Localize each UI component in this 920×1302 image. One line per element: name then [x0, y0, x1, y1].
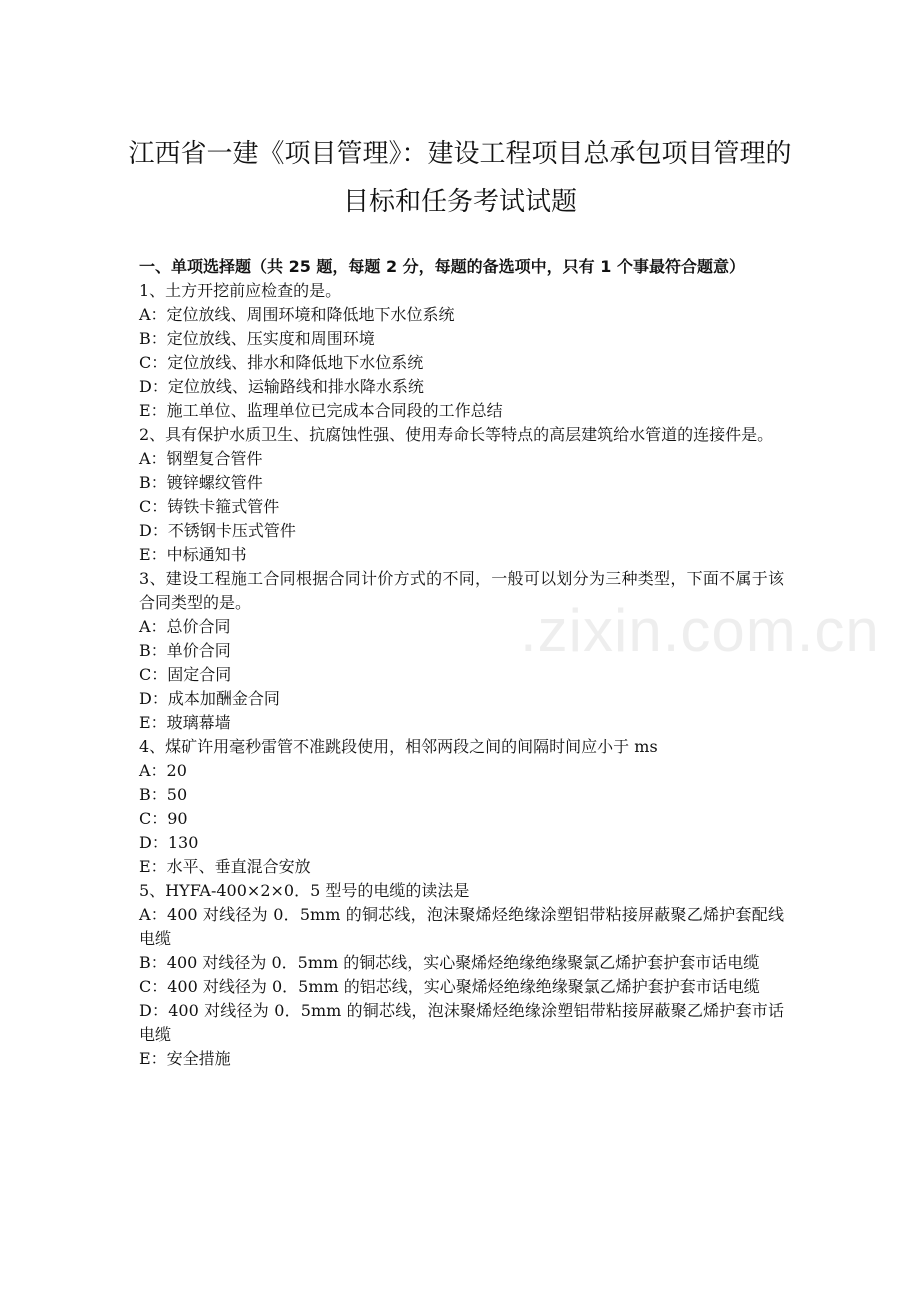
question-stem: 2、具有保护水质卫生、抗腐蚀性强、使用寿命长等特点的高层建筑给水管道的连接件是。: [139, 425, 774, 444]
section-heading: 一、单项选择题（共 25 题，每题 2 分，每题的备选项中，只有 1 个事最符合题意）: [139, 257, 745, 276]
option-c: C：固定合同: [139, 665, 232, 684]
question-2: [139, 423, 784, 567]
question-1: [139, 279, 784, 423]
option-c: C：90: [139, 809, 188, 828]
option-a: A：20: [139, 761, 187, 780]
question-stem: 5、HYFA-400×2×0．5 型号的电缆的读法是: [139, 881, 470, 900]
option-d: D：定位放线、运输路线和排水降水系统: [139, 377, 424, 396]
title-line-2: 目标和任务考试试题: [342, 187, 577, 217]
question-5: [139, 879, 784, 1071]
question-stem: 1、土方开挖前应检查的是。: [139, 281, 342, 300]
option-a: A：400 对线径为 0．5mm 的铜芯线，泡沫聚烯烃绝缘涂塑铝带粘接屏蔽聚乙烯护套配线电缆: [139, 905, 784, 948]
option-a: A：钢塑复合管件: [139, 449, 263, 468]
option-b: B：镀锌螺纹管件: [139, 473, 263, 492]
option-a: A：定位放线、周围环境和降低地下水位系统: [139, 305, 455, 324]
option-a: A：总价合同: [139, 617, 231, 636]
document-body: [139, 255, 784, 1071]
option-d: D：成本加酬金合同: [139, 689, 280, 708]
question-stem: 3、建设工程施工合同根据合同计价方式的不同，一般可以划分为三种类型，下面不属于该合同类型的是。: [139, 569, 784, 612]
document-title: [120, 130, 800, 226]
option-e: E：水平、垂直混合安放: [139, 857, 311, 876]
option-c: C：铸铁卡箍式管件: [139, 497, 280, 516]
option-e: E：玻璃幕墙: [139, 713, 231, 732]
option-d: D：不锈钢卡压式管件: [139, 521, 296, 540]
option-b: B：400 对线径为 0．5mm 的铜芯线，实心聚烯烃绝缘绝缘聚氯乙烯护套护套市话电缆: [139, 953, 760, 972]
title-line-1: 江西省一建《项目管理》：建设工程项目总承包项目管理的: [128, 139, 792, 169]
question-3: [139, 567, 784, 735]
option-d: D：400 对线径为 0．5mm 的铜芯线，泡沫聚烯烃绝缘涂塑铝带粘接屏蔽聚乙烯护套市话电缆: [139, 1001, 784, 1044]
option-e: E：中标通知书: [139, 545, 247, 564]
option-b: B：50: [139, 785, 188, 804]
option-c: C：400 对线径为 0．5mm 的铝芯线，实心聚烯烃绝缘绝缘聚氯乙烯护套护套市话电缆: [139, 977, 760, 996]
option-b: B：定位放线、压实度和周围环境: [139, 329, 375, 348]
option-d: D：130: [139, 833, 199, 852]
question-4: [139, 735, 784, 879]
option-e: E：安全措施: [139, 1049, 231, 1068]
watermark: .zixin.com.cn: [520, 597, 880, 664]
question-stem: 4、煤矿许用毫秒雷管不准跳段使用，相邻两段之间的间隔时间应小于 ms: [139, 737, 658, 756]
option-e: E：施工单位、监理单位已完成本合同段的工作总结: [139, 401, 503, 420]
option-b: B：单价合同: [139, 641, 231, 660]
option-c: C：定位放线、排水和降低地下水位系统: [139, 353, 424, 372]
